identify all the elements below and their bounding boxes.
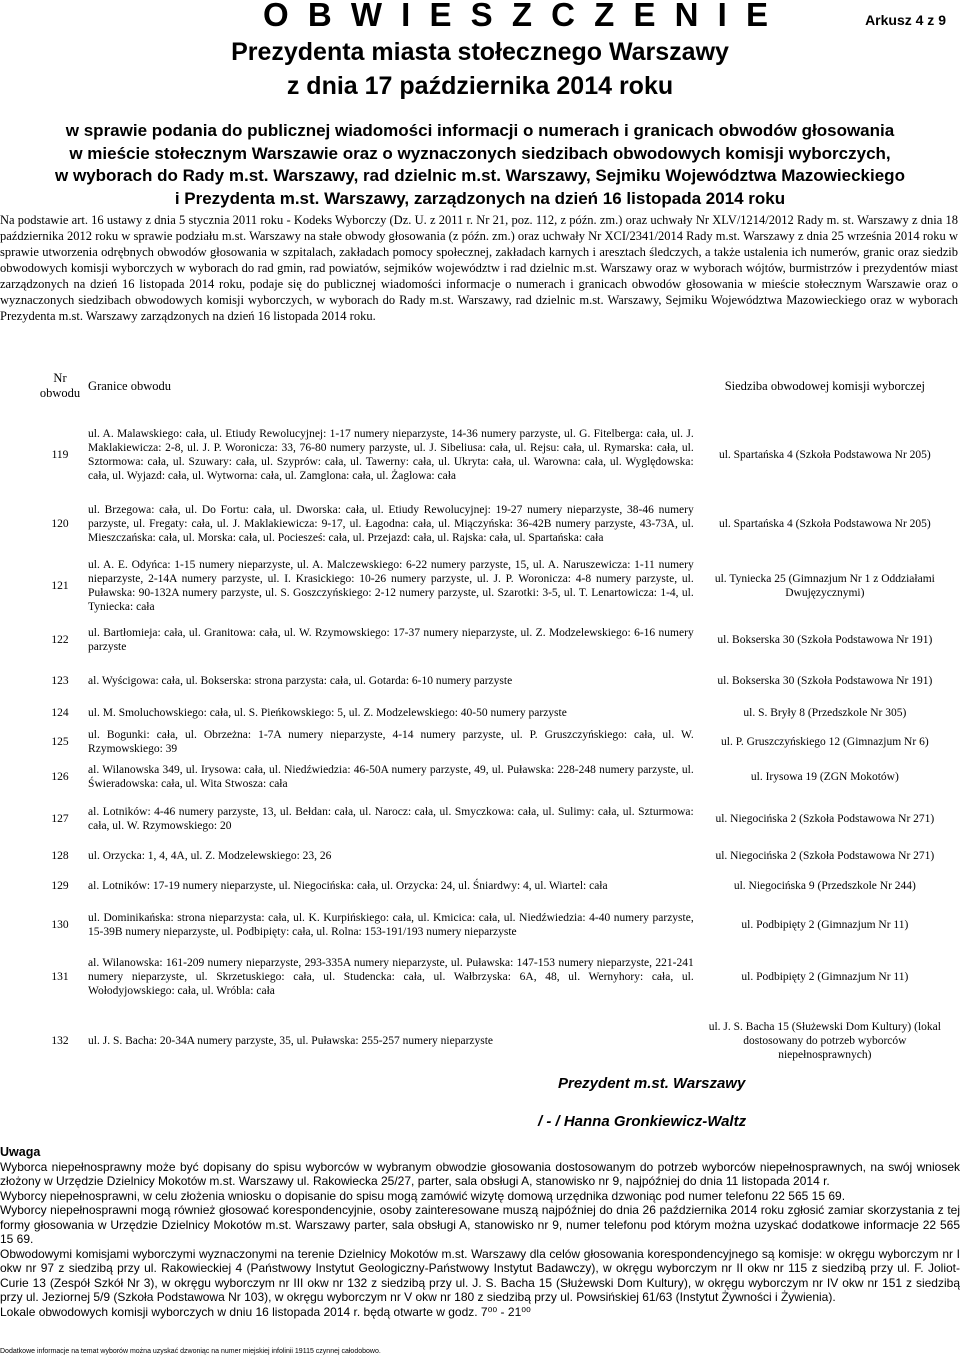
table-row xyxy=(35,727,953,757)
subject-line: w sprawie podania do publicznej wiadomości informacji o numerach i granicach obwodów głosowania xyxy=(65,121,895,140)
district-number: 124 xyxy=(51,707,69,719)
signature-title: Prezydent m.st. Warszawy xyxy=(558,1075,746,1092)
district-boundaries: ul. Brzegowa: cała, ul. Do Fortu: cała, ul. Dworska: cała, ul. Etiudy Rewolucyjnej: 19-27 numery nieparzyste, 38-46 numery parzyste, ul. Fregaty: cała, ul. J. Maklakiewicza: 9-17, ul. Łagodna: cała, ul. Miączyńska: 36-42B numery parzyste, 43-73A, ul. Mieszczańska: cała, ul. Morska: cała, ul. Pociesześ: cała, ul. Przejazd: cała, ul. Rajska: cała, ul. Spartańska: cała xyxy=(88,504,694,544)
commission-seat: ul. Irysowa 19 (ZGN Mokotów) xyxy=(750,771,899,783)
commission-seat: ul. Spartańska 4 (Szkoła Podstawowa Nr 205) xyxy=(718,518,931,530)
commission-seat: ul. Tyniecka 25 (Gimnazjum Nr 1 z Oddziałami Dwujęzycznymi) xyxy=(714,573,935,599)
commission-seat: ul. Podbipięty 2 (Gimnazjum Nr 11) xyxy=(741,919,909,931)
district-number: 125 xyxy=(51,736,69,748)
commission-seat: ul. S. Bryły 8 (Przedszkole Nr 305) xyxy=(743,707,907,719)
subject-line: w mieście stołecznym Warszawie oraz o wyznaczonych siedzibach obwodowych komisji wyborczych, xyxy=(69,143,891,163)
commission-seat: ul. Niegocińska 2 (Szkoła Podstawowa Nr 271) xyxy=(715,813,935,825)
legal-preamble: Na podstawie art. 16 ustawy z dnia 5 stycznia 2011 roku - Kodeks Wyborczy (Dz. U. z 2011 r. Nr 21, poz. 112, z późn. zm.) oraz uchwały Nr XLV/1214/2012 Rady m. st. Warszawy z dnia 18 października 2012 roku w sprawie podziału m.st. Warszawy na stałe obwody głosowania (z późn. zm.) oraz uchwały Nr XCI/2341/2014 Rady m.st. Warszawy z dnia 25 września 2014 roku w sprawie utworzenia odrębnych obwodów głosowania w szpitalach, zakładach pomocy społecznej, zakładach karnych i aresztach śledczych, a także ustalenia ich numerów, granic oraz siedzib obwodowych komisji wyborczych w wyborach do rad gmin, rad powiatów, sejmików województw i rad dzielnic m.st. Warszawy oraz w wyborach wójtów, burmistrzów i prezydentów miast zarządzonych na dzień 16 listopada 2014 roku, podaje się do publicznej wiadomości informacje o numerach i granicach obwodów głosowania w mieście stołecznym Warszawie oraz o wyznaczonych siedzibach obwodowych komisji wyborczych, w wyborach do Rady m.st. Warszawy, rad dzielnic m.st. Warszawy, Sejmiku Województwa Mazowieckiego oraz w wyborach Prezydenta m.st. Warszawy zarządzonych na dzień 16 listopada 2014 roku. xyxy=(0,213,958,323)
table-row xyxy=(35,901,953,949)
table-header-row xyxy=(35,355,953,417)
district-boundaries: ul. Bogunki: cała, ul. Obrzeżna: 1-7A numery nieparzyste, 4-14 numery parzyste, ul. P. Gruszczyńskiego: cała, ul. W. Rzymowskiego: 39 xyxy=(88,729,694,755)
note-paragraph: Obwodowymi komisjami wyborczymi wyznaczonymi na terenie Dzielnicy Mokotów m.st. Warszawy dla celów głosowania korespondencyjnego są komisje: w okręgu wyborczym nr I okw nr 97 z siedzibą przy ul. Rakowieckiej 4 (Państwowy Instytut Geologiczny-Państwowy Instytut Badawczy), w okręgu wyborczym nr II okw nr 115 z siedzibą przy ul. F. Joliot-Curie 13 (Zespół Szkół Nr 3), w okręgu wyborczym nr III okw nr 132 z siedzibą przy ul. J. S. Bacha 15 (Służewski Dom Kultury), w okręgu wyborczym nr IV okw nr 151 z siedzibą przy ul. Jeziornej 5/9 (Szkoła Podstawowa Nr 103), w okręgu wyborczym nr V okw nr 180 z siedzibą przy ul. Powsińskiej 61/63 (Instytut Żywności i Żywienia). xyxy=(0,1246,960,1304)
table-row xyxy=(35,663,953,699)
table-row xyxy=(35,555,953,617)
district-number: 131 xyxy=(51,971,69,983)
table-row xyxy=(35,617,953,663)
district-number: 128 xyxy=(51,850,69,862)
district-boundaries: al. Wilanowska 349, ul. Irysowa: cała, ul. Niedźwiedzia: 46-50A numery parzyste, 49, ul. Puławska: 228-248 numery parzyste, ul. Świeradowska: cała, ul. Wita Stwosza: cała xyxy=(88,764,694,790)
district-boundaries: ul. Orzycka: 1, 4, 4A, ul. Z. Modzelewskiego: 23, 26 xyxy=(88,850,332,862)
date-line: z dnia 17 października 2014 roku xyxy=(286,72,674,100)
district-boundaries: ul. Bartłomieja: cała, ul. Granitowa: cała, ul. W. Rzymowskiego: 17-37 numery nieparzyste, ul. Z. Modzelewskiego: 6-16 numery parzyste xyxy=(88,627,694,653)
district-boundaries: ul. J. S. Bacha: 20-34A numery parzyste, 35, ul. Puławska: 255-257 numery nieparzyste xyxy=(88,1035,494,1047)
district-number: 120 xyxy=(51,518,69,530)
note-paragraph: Wyborca niepełnosprawny może być dopisany do spisu wyborców w wybranym obwodzie głosowania dostosowanym do potrzeb wyborców niepełnosprawnych, na swój wniosek złożony w Urzędzie Dzielnicy Mokotów m.st. Warszawy ul. Rakowiecka 25/27, parter, sala obsługi A, stanowisko nr 9, najpóźniej do dnia 11 listopada 2014 r. xyxy=(0,1159,960,1188)
notes-section xyxy=(0,1145,960,1319)
note-paragraph: Lokale obwodowych komisji wyborczych w dniu 16 listopada 2014 r. będą otwarte w godz. 7⁰⁰ - 21⁰⁰ xyxy=(0,1304,531,1319)
note-paragraph: Wyborcy niepełnosprawni mogą również głosować korespondencyjnie, osoby zainteresowane muszą najpóźniej do dnia 26 października 2014 roku zgłosić zamiar skorzystania z tej formy głosowania w Urzędzie Dzielnicy Mokotów m.st. Warszawy parter, sala obsługi A, stanowisko nr 9, numer telefonu pod którym można uzyskać dodatkowe informacje 22 565 15 69. xyxy=(0,1203,960,1246)
commission-seat: ul. Bokserska 30 (Szkoła Podstawowa Nr 191) xyxy=(717,634,933,646)
sheet-number: Arkusz 4 z 9 xyxy=(865,12,946,28)
footer-info: Dodatkowe informacje na temat wyborów można uzyskać dzwoniąc na numer miejskiej infolinii 19115 czynnej całodobowo. xyxy=(0,1348,381,1355)
district-boundaries: al. Wyścigowa: cała, ul. Bokserska: strona parzysta: cała, ul. Gotarda: 6-10 numery parzyste xyxy=(88,675,513,687)
header-bounds: Granice obwodu xyxy=(88,378,172,393)
table-body xyxy=(35,417,953,1077)
table-row xyxy=(35,757,953,797)
commission-seat: ul. Bokserska 30 (Szkoła Podstawowa Nr 191) xyxy=(717,675,933,687)
table-row xyxy=(35,841,953,871)
table-row xyxy=(35,417,953,493)
district-boundaries: al. Wilanowska: 161-209 numery nieparzyste, 293-335A numery nieparzyste, ul. Puławska: 147-153 numery nieparzyste, 221-241 numery nieparzyste, ul. Skrzetuskiego: cała, ul. Studencka: cała, ul. Wałbrzyska: 6A, 48, ul. Wernyhory: cała, ul. Wołodyjowskiego: cała, ul. Wróbla: cała xyxy=(88,957,694,997)
district-boundaries: ul. M. Smoluchowskiego: cała, ul. S. Pieńkowskiego: 5, ul. Z. Modzelewskiego: 40-50 numery parzyste xyxy=(88,707,567,719)
signature-name: / - / Hanna Gronkiewicz-Waltz xyxy=(538,1113,747,1130)
commission-seat: ul. Niegocińska 9 (Przedszkole Nr 244) xyxy=(733,880,916,892)
subject-line: w wyborach do Rady m.st. Warszawy, rad dzielnic m.st. Warszawy, Sejmiku Województwa Mazowieckiego xyxy=(55,166,905,185)
district-number: 119 xyxy=(51,449,69,461)
district-number: 129 xyxy=(51,880,69,892)
table-row xyxy=(35,797,953,841)
district-boundaries: al. Lotników: 4-46 numery parzyste, 13, ul. Bełdan: cała, ul. Narocz: cała, ul. Smyczkowa: cała, ul. Sulimy: cała, ul. Szturmowa: cała, ul. W. Rzymowskiego: 20 xyxy=(88,806,694,832)
commission-seat: ul. P. Gruszczyńskiego 12 (Gimnazjum Nr 6) xyxy=(721,736,929,748)
district-boundaries: al. Lotników: 17-19 numery nieparzyste, ul. Niegocińska: cała, ul. Orzycka: 24, ul. Śniardwy: 4, ul. Wiartel: cała xyxy=(88,880,608,892)
table-row xyxy=(35,1005,953,1077)
district-boundaries: ul. A. Malawskiego: cała, ul. Etiudy Rewolucyjnej: 1-17 numery nieparzyste, 14-36 numery parzyste, ul. G. Fitelberga: cała, ul. J. Maklakiewicza: 2-8, ul. J. P. Woronicza: 33, 76-80 numery parzyste, ul. J. Sibeliusa: cała, ul. Rejsu: cała, ul. Rymarska: cała, ul. Sztormowa: cała, ul. Szuwary: cała, ul. Szyprów: cała, ul. Tawerny: cała, ul. Ukryta: cała, ul. Warowna: cała, ul. Wyględowska: cała, ul. Wyjazd: cała, ul. Wytworna: cała, ul. Zamglona: cała, ul. Żaglowa: cała xyxy=(88,428,694,482)
note-paragraph: Wyborcy niepełnosprawni, w celu złożenia wniosku o dopisanie do spisu mogą zamówić wizytę domową urzędnika dzwoniąc pod numer telefonu 22 565 15 69. xyxy=(0,1188,846,1203)
table-row xyxy=(35,493,953,555)
district-boundaries: ul. Dominikańska: strona nieparzysta: cała, ul. K. Kurpińskiego: cała, ul. Kmicica: cała, ul. Niedźwiedzia: 4-40 numery parzyste, 15-39B numery nieparzyste, ul. Podbipięty: cała, ul. Rolna: 153-191/193 numery nieparzyste xyxy=(88,912,694,938)
document-title: O B W I E S Z C Z E N I E xyxy=(263,0,774,33)
district-number: 130 xyxy=(51,919,69,931)
subject-line: i Prezydenta m.st. Warszawy, zarządzonych na dzień 16 listopada 2014 roku xyxy=(174,188,786,208)
district-number: 123 xyxy=(51,675,69,687)
notes-heading: Uwaga xyxy=(0,1145,41,1159)
commission-seat: ul. Niegocińska 2 (Szkoła Podstawowa Nr 271) xyxy=(715,850,935,862)
header-seat: Siedziba obwodowej komisji wyborczej xyxy=(724,378,925,393)
commission-seat: ul. Spartańska 4 (Szkoła Podstawowa Nr 205) xyxy=(718,449,931,461)
commission-seat: ul. J. S. Bacha 15 (Służewski Dom Kultury) (lokal dostosowany do potrzeb wyborców niepełnosprawnych) xyxy=(708,1021,941,1061)
table-row xyxy=(35,699,953,727)
district-boundaries: ul. A. E. Odyńca: 1-15 numery nieparzyste, ul. A. Malczewskiego: 6-22 numery parzyste, 15, ul. A. Naruszewicza: 1-11 numery nieparzyste, 2-14A numery parzyste, ul. I. Krasickiego: 10-26 numery parzyste, ul. J. P. Woronicza: 4-8 numery parzyste, ul. Puławska: 90-132A numery parzyste, ul. S. Goszczyńskiego: 2-12 numery parzyste, ul. Szarotki: 3-5, ul. T. Lenartowicza: 1-4, ul. Tyniecka: cała xyxy=(88,559,694,613)
table-row xyxy=(35,949,953,1005)
districts-table xyxy=(35,355,953,1077)
commission-seat: ul. Podbipięty 2 (Gimnazjum Nr 11) xyxy=(741,971,909,983)
district-number: 122 xyxy=(51,634,69,646)
district-number: 126 xyxy=(51,771,69,783)
table-row xyxy=(35,871,953,901)
subject-block xyxy=(0,120,960,210)
district-number: 127 xyxy=(51,813,69,825)
header-nr: Nr obwodu xyxy=(39,371,81,400)
issuer-line: Prezydenta miasta stołecznego Warszawy xyxy=(231,38,729,66)
district-number: 132 xyxy=(51,1035,69,1047)
district-number: 121 xyxy=(51,580,69,592)
